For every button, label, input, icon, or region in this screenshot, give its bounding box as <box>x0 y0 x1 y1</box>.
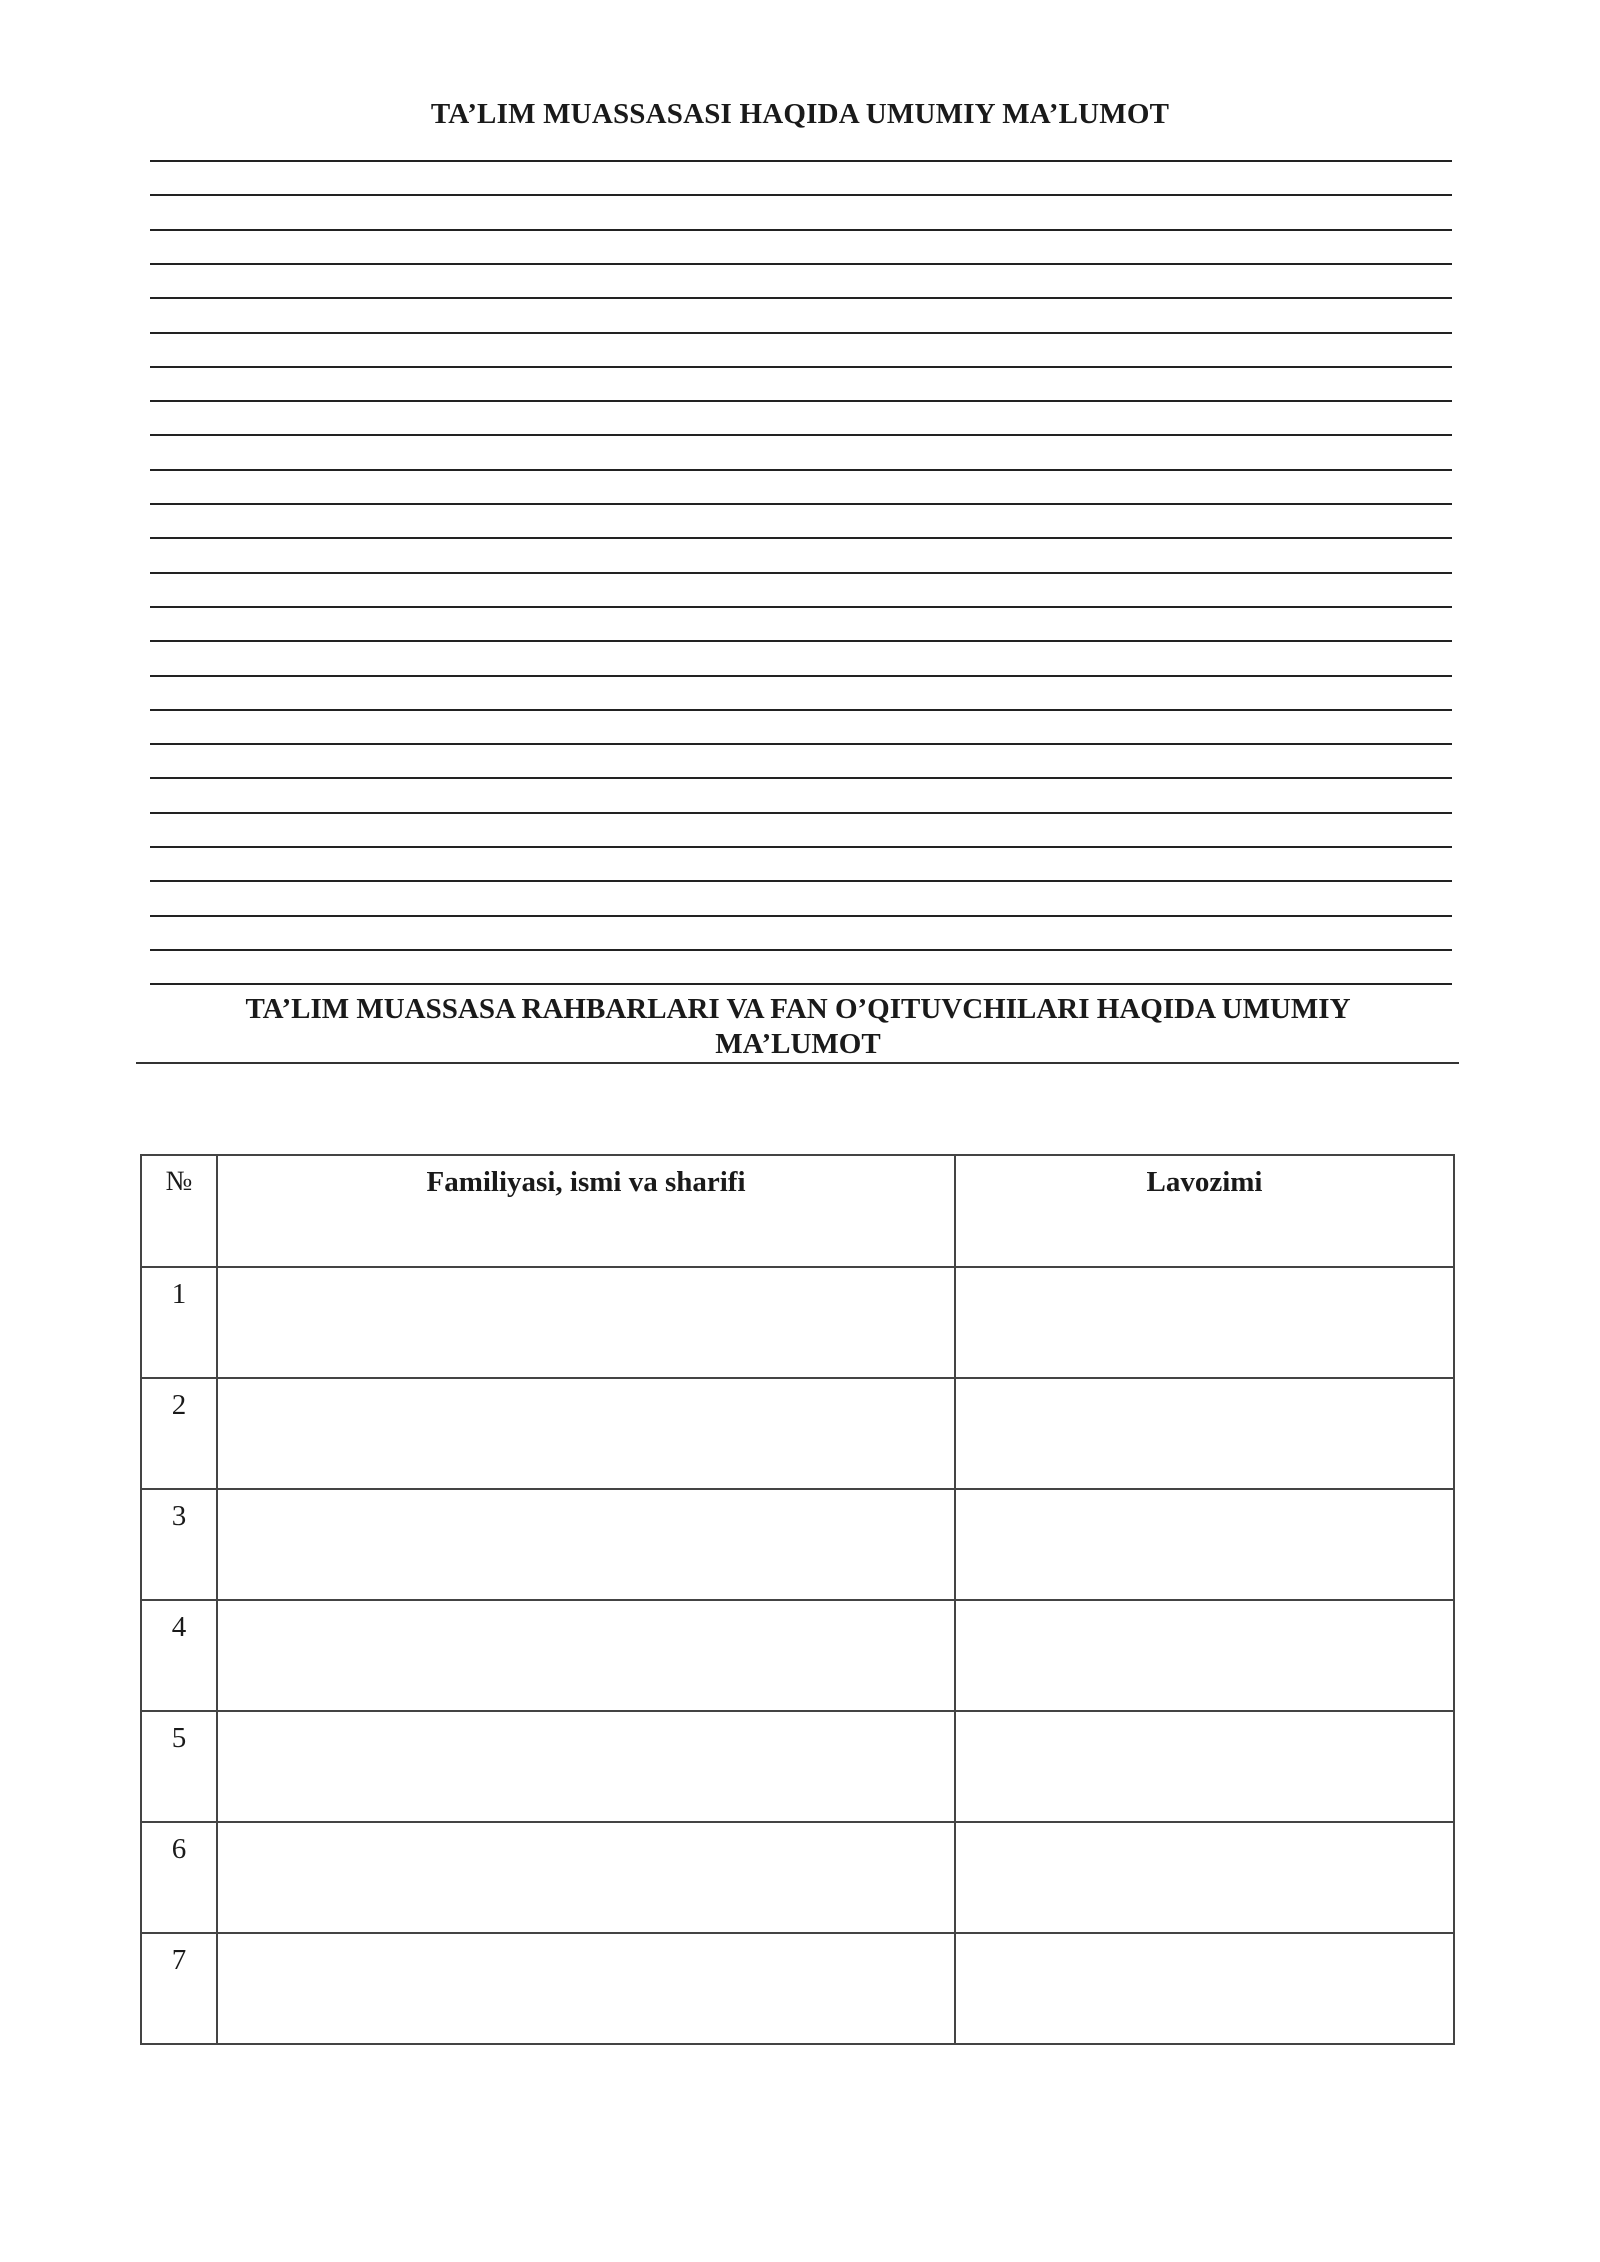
blank-line[interactable] <box>150 400 1452 402</box>
table-row <box>141 1378 1454 1489</box>
position-cell[interactable] <box>955 1489 1454 1600</box>
blank-line[interactable] <box>150 366 1452 368</box>
blank-line[interactable] <box>150 537 1452 539</box>
blank-line[interactable] <box>150 846 1452 848</box>
row-number: 6 <box>141 1822 217 1933</box>
blank-line[interactable] <box>150 880 1452 882</box>
blank-line[interactable] <box>150 675 1452 677</box>
header-number: № <box>141 1155 217 1267</box>
table-header-row <box>141 1155 1454 1267</box>
full-name-cell[interactable] <box>217 1378 955 1489</box>
blank-line[interactable] <box>150 194 1452 196</box>
full-name-cell[interactable] <box>217 1267 955 1378</box>
position-cell[interactable] <box>955 1378 1454 1489</box>
full-name-cell[interactable] <box>217 1489 955 1600</box>
staff-table <box>140 1154 1455 2045</box>
row-number: 5 <box>141 1711 217 1822</box>
table-row <box>141 1600 1454 1711</box>
blank-line[interactable] <box>150 503 1452 505</box>
header-full-name: Familiyasi, ismi va sharifi <box>217 1155 955 1267</box>
blank-line[interactable] <box>150 812 1452 814</box>
blank-line[interactable] <box>150 949 1452 951</box>
table-row <box>141 1267 1454 1378</box>
row-number: 7 <box>141 1933 217 2044</box>
blank-line[interactable] <box>150 434 1452 436</box>
blank-line[interactable] <box>150 709 1452 711</box>
blank-line[interactable] <box>150 572 1452 574</box>
blank-line[interactable] <box>150 606 1452 608</box>
header-position: Lavozimi <box>955 1155 1454 1267</box>
blank-line[interactable] <box>150 469 1452 471</box>
blank-line[interactable] <box>150 915 1452 917</box>
position-cell[interactable] <box>955 1711 1454 1822</box>
blank-line[interactable] <box>150 983 1452 985</box>
row-number: 3 <box>141 1489 217 1600</box>
section-2-title-line-2: MA’LUMOT <box>715 1028 881 1060</box>
blank-line[interactable] <box>150 263 1452 265</box>
full-name-cell[interactable] <box>217 1600 955 1711</box>
blank-line[interactable] <box>150 777 1452 779</box>
blank-line[interactable] <box>150 160 1452 162</box>
row-number: 4 <box>141 1600 217 1711</box>
position-cell[interactable] <box>955 1267 1454 1378</box>
blank-line[interactable] <box>150 229 1452 231</box>
row-number: 1 <box>141 1267 217 1378</box>
row-number: 2 <box>141 1378 217 1489</box>
position-cell[interactable] <box>955 1600 1454 1711</box>
table-row <box>141 1711 1454 1822</box>
blank-line[interactable] <box>150 297 1452 299</box>
blank-line[interactable] <box>150 640 1452 642</box>
blank-line[interactable] <box>150 332 1452 334</box>
blank-line[interactable] <box>150 743 1452 745</box>
section-2-divider <box>136 1062 1459 1064</box>
section-2-title-line-1: TA’LIM MUASSASA RAHBARLARI VA FAN O’QITUVCHILARI HAQIDA UMUMIY <box>245 993 1351 1025</box>
position-cell[interactable] <box>955 1933 1454 2044</box>
full-name-cell[interactable] <box>217 1822 955 1933</box>
full-name-cell[interactable] <box>217 1933 955 2044</box>
full-name-cell[interactable] <box>217 1711 955 1822</box>
position-cell[interactable] <box>955 1822 1454 1933</box>
section-1-title: TA’LIM MUASSASASI HAQIDA UMUMIY MA’LUMOT <box>430 98 1170 130</box>
table-row <box>141 1933 1454 2044</box>
table-row <box>141 1822 1454 1933</box>
table-row <box>141 1489 1454 1600</box>
section-2-title <box>136 992 1460 1062</box>
